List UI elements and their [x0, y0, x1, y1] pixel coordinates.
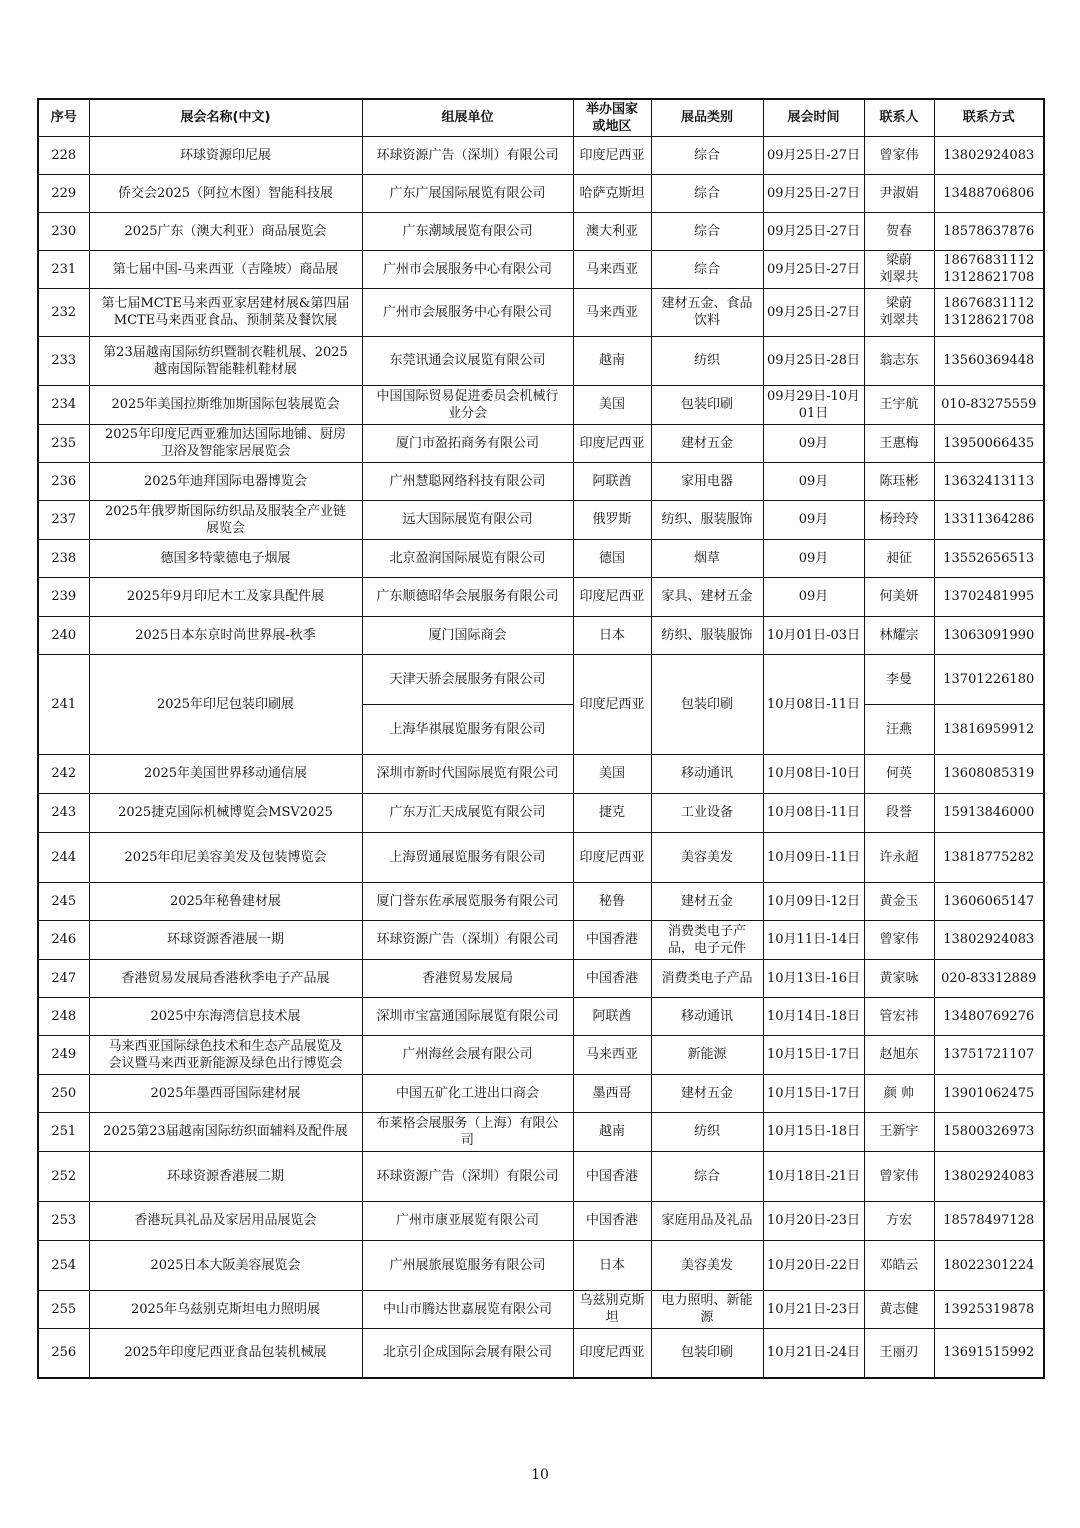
cell-exhibition-name: 2025日本大阪美容展览会 — [89, 1240, 362, 1290]
cell-phone: 13488706806 — [934, 174, 1044, 212]
cell-category: 美容美发 — [651, 832, 763, 882]
cell-contact: 王宇航 — [864, 385, 934, 424]
cell-organizer: 广州市会展服务中心有限公司 — [362, 250, 573, 288]
cell-date: 10月18日-21日 — [763, 1151, 864, 1201]
column-header: 展会时间 — [763, 99, 864, 136]
cell-category: 工业设备 — [651, 793, 763, 832]
cell-contact: 方宏 — [864, 1201, 934, 1240]
cell-contact: 颜 帅 — [864, 1074, 934, 1112]
cell-exhibition-name: 侨交会2025（阿拉木图）智能科技展 — [89, 174, 362, 212]
cell-organizer: 厦门国际商会 — [362, 616, 573, 654]
cell-number: 242 — [38, 754, 89, 793]
cell-phone: 13691515992 — [934, 1328, 1044, 1378]
cell-category: 家用电器 — [651, 462, 763, 500]
cell-country: 印度尼西亚 — [573, 424, 651, 462]
cell-organizer: 北京盈润国际展览有限公司 — [362, 539, 573, 577]
cell-number: 251 — [38, 1112, 89, 1151]
cell-category: 新能源 — [651, 1035, 763, 1074]
cell-number: 244 — [38, 832, 89, 882]
cell-date: 10月13日-16日 — [763, 959, 864, 997]
cell-phone: 13901062475 — [934, 1074, 1044, 1112]
cell-date: 10月15日-18日 — [763, 1112, 864, 1151]
column-header: 联系方式 — [934, 99, 1044, 136]
cell-organizer: 上海华祺展览服务有限公司 — [362, 704, 573, 754]
table-row — [38, 500, 1044, 539]
cell-organizer: 中山市腾达世嘉展览有限公司 — [362, 1290, 573, 1328]
cell-number: 233 — [38, 336, 89, 385]
column-header: 组展单位 — [362, 99, 573, 136]
cell-date: 10月08日-11日 — [763, 793, 864, 832]
cell-country: 印度尼西亚 — [573, 654, 651, 754]
cell-date: 10月20日-22日 — [763, 1240, 864, 1290]
cell-country: 越南 — [573, 336, 651, 385]
column-header: 联系人 — [864, 99, 934, 136]
table-row — [38, 754, 1044, 793]
cell-category: 纺织 — [651, 1112, 763, 1151]
cell-contact: 黄志健 — [864, 1290, 934, 1328]
cell-number: 230 — [38, 212, 89, 250]
cell-category: 烟草 — [651, 539, 763, 577]
cell-country: 捷克 — [573, 793, 651, 832]
cell-phone: 13818775282 — [934, 832, 1044, 882]
cell-category: 消费类电子产品 — [651, 959, 763, 997]
cell-exhibition-name: 2025年美国拉斯维加斯国际包装展览会 — [89, 385, 362, 424]
cell-country: 中国香港 — [573, 959, 651, 997]
cell-exhibition-name: 香港玩具礼品及家居用品展览会 — [89, 1201, 362, 1240]
cell-number: 229 — [38, 174, 89, 212]
cell-organizer: 广东广展国际展览有限公司 — [362, 174, 573, 212]
cell-number: 246 — [38, 920, 89, 959]
cell-organizer: 环球资源广告（深圳）有限公司 — [362, 136, 573, 174]
cell-number: 234 — [38, 385, 89, 424]
cell-phone: 18022301224 — [934, 1240, 1044, 1290]
cell-date: 09月25日-27日 — [763, 212, 864, 250]
cell-phone: 13816959912 — [934, 704, 1044, 754]
cell-exhibition-name: 2025日本东京时尚世界展-秋季 — [89, 616, 362, 654]
cell-contact: 翁志东 — [864, 336, 934, 385]
cell-number: 240 — [38, 616, 89, 654]
cell-contact: 管宏祎 — [864, 997, 934, 1035]
cell-category: 综合 — [651, 250, 763, 288]
cell-country: 俄罗斯 — [573, 500, 651, 539]
cell-contact: 曾家伟 — [864, 920, 934, 959]
cell-category: 电力照明、新能 源 — [651, 1290, 763, 1328]
table-row — [38, 1074, 1044, 1112]
cell-country: 秘鲁 — [573, 882, 651, 920]
cell-category: 包装印刷 — [651, 385, 763, 424]
cell-country: 德国 — [573, 539, 651, 577]
cell-category: 建材五金 — [651, 1074, 763, 1112]
cell-country: 美国 — [573, 754, 651, 793]
cell-organizer: 厦门市盈拓商务有限公司 — [362, 424, 573, 462]
cell-country: 越南 — [573, 1112, 651, 1151]
cell-number: 252 — [38, 1151, 89, 1201]
cell-date: 10月08日-10日 — [763, 754, 864, 793]
cell-organizer: 深圳市宝富通国际展览有限公司 — [362, 997, 573, 1035]
cell-organizer: 广州海丝会展有限公司 — [362, 1035, 573, 1074]
cell-contact: 黄家咏 — [864, 959, 934, 997]
cell-phone: 18676831112 13128621708 — [934, 288, 1044, 336]
cell-exhibition-name: 环球资源香港展二期 — [89, 1151, 362, 1201]
cell-exhibition-name: 马来西亚国际绿色技术和生态产品展览及 会议暨马来西亚新能源及绿色出行博览会 — [89, 1035, 362, 1074]
cell-date: 09月25日-27日 — [763, 250, 864, 288]
cell-date: 10月14日-18日 — [763, 997, 864, 1035]
cell-date: 10月20日-23日 — [763, 1201, 864, 1240]
cell-organizer: 中国国际贸易促进委员会机械行 业分会 — [362, 385, 573, 424]
cell-date: 09月 — [763, 462, 864, 500]
cell-contact: 曾家伟 — [864, 136, 934, 174]
cell-contact: 黄金玉 — [864, 882, 934, 920]
cell-organizer: 广州市会展服务中心有限公司 — [362, 288, 573, 336]
cell-date: 09月 — [763, 424, 864, 462]
table-body — [38, 136, 1044, 1378]
cell-number: 250 — [38, 1074, 89, 1112]
cell-exhibition-name: 2025中东海湾信息技术展 — [89, 997, 362, 1035]
cell-phone: 13701226180 — [934, 654, 1044, 704]
table-row — [38, 793, 1044, 832]
cell-date: 09月25日-27日 — [763, 174, 864, 212]
cell-number: 239 — [38, 577, 89, 616]
cell-date: 10月09日-11日 — [763, 832, 864, 882]
cell-date: 10月15日-17日 — [763, 1074, 864, 1112]
cell-date: 09月 — [763, 539, 864, 577]
cell-organizer: 广州展旅展览服务有限公司 — [362, 1240, 573, 1290]
cell-exhibition-name: 2025年美国世界移动通信展 — [89, 754, 362, 793]
cell-category: 美容美发 — [651, 1240, 763, 1290]
table-row — [38, 1290, 1044, 1328]
cell-phone: 13802924083 — [934, 920, 1044, 959]
cell-phone: 13552656513 — [934, 539, 1044, 577]
cell-country: 日本 — [573, 616, 651, 654]
cell-category: 建材五金 — [651, 424, 763, 462]
cell-contact: 汪燕 — [864, 704, 934, 754]
cell-number: 249 — [38, 1035, 89, 1074]
cell-date: 10月08日-11日 — [763, 654, 864, 754]
cell-organizer: 广东顺德昭华会展服务有限公司 — [362, 577, 573, 616]
table-row — [38, 539, 1044, 577]
cell-category: 纺织、服装服饰 — [651, 500, 763, 539]
cell-exhibition-name: 环球资源香港展一期 — [89, 920, 362, 959]
table-row — [38, 1151, 1044, 1201]
cell-contact: 梁蔚 刘翠共 — [864, 288, 934, 336]
cell-contact: 何英 — [864, 754, 934, 793]
table-header-row — [38, 99, 1044, 136]
cell-exhibition-name: 2025年秘鲁建材展 — [89, 882, 362, 920]
cell-exhibition-name: 2025第23届越南国际纺织面辅料及配件展 — [89, 1112, 362, 1151]
cell-date: 10月15日-17日 — [763, 1035, 864, 1074]
table-row — [38, 997, 1044, 1035]
cell-country: 日本 — [573, 1240, 651, 1290]
table-row — [38, 654, 1044, 704]
cell-date: 10月11日-14日 — [763, 920, 864, 959]
cell-category: 综合 — [651, 136, 763, 174]
cell-date: 10月01日-03日 — [763, 616, 864, 654]
cell-contact: 曾家伟 — [864, 1151, 934, 1201]
cell-exhibition-name: 香港贸易发展局香港秋季电子产品展 — [89, 959, 362, 997]
cell-country: 印度尼西亚 — [573, 577, 651, 616]
cell-phone: 13632413113 — [934, 462, 1044, 500]
cell-number: 248 — [38, 997, 89, 1035]
cell-date: 10月09日-12日 — [763, 882, 864, 920]
cell-contact: 尹淑娟 — [864, 174, 934, 212]
cell-phone: 13950066435 — [934, 424, 1044, 462]
cell-exhibition-name: 第七届中国-马来西亚（吉隆坡）商品展 — [89, 250, 362, 288]
cell-country: 中国香港 — [573, 1201, 651, 1240]
table-row — [38, 1328, 1044, 1378]
cell-phone: 13751721107 — [934, 1035, 1044, 1074]
cell-date: 09月25日-27日 — [763, 136, 864, 174]
cell-number: 241 — [38, 654, 89, 754]
cell-country: 印度尼西亚 — [573, 1328, 651, 1378]
cell-date: 09月25日-27日 — [763, 288, 864, 336]
cell-organizer: 北京引企成国际会展有限公司 — [362, 1328, 573, 1378]
column-header: 序号 — [38, 99, 89, 136]
cell-date: 09月 — [763, 577, 864, 616]
cell-category: 综合 — [651, 174, 763, 212]
cell-date: 09月25日-28日 — [763, 336, 864, 385]
cell-organizer: 深圳市新时代国际展览有限公司 — [362, 754, 573, 793]
cell-number: 256 — [38, 1328, 89, 1378]
cell-phone: 13802924083 — [934, 136, 1044, 174]
cell-contact: 赵旭东 — [864, 1035, 934, 1074]
cell-contact: 贺春 — [864, 212, 934, 250]
cell-country: 印度尼西亚 — [573, 832, 651, 882]
cell-number: 238 — [38, 539, 89, 577]
cell-date: 09月 — [763, 500, 864, 539]
cell-date: 10月21日-23日 — [763, 1290, 864, 1328]
cell-exhibition-name: 德国多特蒙德电子烟展 — [89, 539, 362, 577]
cell-organizer: 远大国际展览有限公司 — [362, 500, 573, 539]
cell-organizer: 广东潮域展览有限公司 — [362, 212, 573, 250]
exhibition-table — [37, 98, 1045, 1379]
cell-contact: 梁蔚 刘翠共 — [864, 250, 934, 288]
cell-category: 纺织 — [651, 336, 763, 385]
cell-phone: 020-83312889 — [934, 959, 1044, 997]
table-row — [38, 1035, 1044, 1074]
cell-country: 阿联酋 — [573, 462, 651, 500]
cell-phone: 13311364286 — [934, 500, 1044, 539]
cell-exhibition-name: 2025年9月印尼木工及家具配件展 — [89, 577, 362, 616]
cell-exhibition-name: 2025广东（澳大利亚）商品展览会 — [89, 212, 362, 250]
cell-category: 综合 — [651, 1151, 763, 1201]
cell-phone: 010-83275559 — [934, 385, 1044, 424]
cell-phone: 13560369448 — [934, 336, 1044, 385]
cell-country: 墨西哥 — [573, 1074, 651, 1112]
cell-exhibition-name: 2025年迪拜国际电器博览会 — [89, 462, 362, 500]
cell-number: 228 — [38, 136, 89, 174]
cell-organizer: 东莞讯通会议展览有限公司 — [362, 336, 573, 385]
cell-phone: 13702481995 — [934, 577, 1044, 616]
cell-contact: 杨玲玲 — [864, 500, 934, 539]
cell-phone: 18578497128 — [934, 1201, 1044, 1240]
cell-category: 建材五金 — [651, 882, 763, 920]
cell-organizer: 广东万汇天成展览有限公司 — [362, 793, 573, 832]
table-row — [38, 212, 1044, 250]
table-row — [38, 959, 1044, 997]
table-row — [38, 385, 1044, 424]
table-row — [38, 174, 1044, 212]
cell-category: 建材五金、食品 饮料 — [651, 288, 763, 336]
cell-exhibition-name: 第七届MCTE马来西亚家居建材展&第四届 MCTE马来西亚食品、预制菜及餐饮展 — [89, 288, 362, 336]
cell-date: 09月29日-10月 01日 — [763, 385, 864, 424]
cell-number: 235 — [38, 424, 89, 462]
cell-category: 移动通讯 — [651, 997, 763, 1035]
cell-exhibition-name: 2025年印度尼西亚雅加达国际地铺、厨房 卫浴及智能家居展览会 — [89, 424, 362, 462]
cell-organizer: 天津天骄会展服务有限公司 — [362, 654, 573, 704]
cell-country: 印度尼西亚 — [573, 136, 651, 174]
cell-exhibition-name: 2025捷克国际机械博览会MSV2025 — [89, 793, 362, 832]
table-row — [38, 288, 1044, 336]
cell-country: 乌兹别克斯 坦 — [573, 1290, 651, 1328]
cell-exhibition-name: 2025年乌兹别克斯坦电力照明展 — [89, 1290, 362, 1328]
cell-organizer: 广州慧聪网络科技有限公司 — [362, 462, 573, 500]
cell-country: 澳大利亚 — [573, 212, 651, 250]
cell-organizer: 上海贸通展览服务有限公司 — [362, 832, 573, 882]
cell-country: 阿联酋 — [573, 997, 651, 1035]
table-row — [38, 920, 1044, 959]
cell-phone: 13608085319 — [934, 754, 1044, 793]
cell-contact: 段誉 — [864, 793, 934, 832]
cell-organizer: 中国五矿化工进出口商会 — [362, 1074, 573, 1112]
cell-phone: 13606065147 — [934, 882, 1044, 920]
cell-country: 马来西亚 — [573, 250, 651, 288]
cell-exhibition-name: 2025年印尼包装印刷展 — [89, 654, 362, 754]
table-row — [38, 616, 1044, 654]
cell-phone: 13480769276 — [934, 997, 1044, 1035]
cell-phone: 18578637876 — [934, 212, 1044, 250]
cell-country: 马来西亚 — [573, 288, 651, 336]
cell-number: 254 — [38, 1240, 89, 1290]
table-row — [38, 462, 1044, 500]
cell-organizer: 广州市康亚展览有限公司 — [362, 1201, 573, 1240]
cell-contact: 邓皓云 — [864, 1240, 934, 1290]
cell-phone: 13802924083 — [934, 1151, 1044, 1201]
cell-phone: 18676831112 13128621708 — [934, 250, 1044, 288]
cell-contact: 陈珏彬 — [864, 462, 934, 500]
table-row — [38, 882, 1044, 920]
cell-contact: 林耀宗 — [864, 616, 934, 654]
cell-contact: 昶征 — [864, 539, 934, 577]
cell-number: 237 — [38, 500, 89, 539]
cell-phone: 15913846000 — [934, 793, 1044, 832]
cell-category: 移动通讯 — [651, 754, 763, 793]
column-header: 展品类别 — [651, 99, 763, 136]
cell-number: 247 — [38, 959, 89, 997]
cell-contact: 王惠梅 — [864, 424, 934, 462]
table-row — [38, 1201, 1044, 1240]
cell-country: 美国 — [573, 385, 651, 424]
table-row — [38, 250, 1044, 288]
table-row — [38, 1240, 1044, 1290]
cell-category: 消费类电子产 品，电子元件 — [651, 920, 763, 959]
table-row — [38, 1112, 1044, 1151]
cell-exhibition-name: 2025年俄罗斯国际纺织品及服装全产业链 展览会 — [89, 500, 362, 539]
cell-country: 中国香港 — [573, 1151, 651, 1201]
cell-phone: 15800326973 — [934, 1112, 1044, 1151]
cell-number: 236 — [38, 462, 89, 500]
cell-exhibition-name: 2025年印度尼西亚食品包装机械展 — [89, 1328, 362, 1378]
cell-number: 231 — [38, 250, 89, 288]
page-number: 10 — [531, 1467, 549, 1483]
cell-contact: 李曼 — [864, 654, 934, 704]
cell-exhibition-name: 环球资源印尼展 — [89, 136, 362, 174]
table-row — [38, 336, 1044, 385]
cell-contact: 王新宇 — [864, 1112, 934, 1151]
cell-category: 包装印刷 — [651, 1328, 763, 1378]
cell-number: 255 — [38, 1290, 89, 1328]
cell-phone: 13063091990 — [934, 616, 1044, 654]
cell-category: 家具、建材五金 — [651, 577, 763, 616]
cell-contact: 何美妍 — [864, 577, 934, 616]
cell-date: 10月21日-24日 — [763, 1328, 864, 1378]
cell-category: 综合 — [651, 212, 763, 250]
table-row — [38, 832, 1044, 882]
cell-number: 243 — [38, 793, 89, 832]
cell-exhibition-name: 2025年墨西哥国际建材展 — [89, 1074, 362, 1112]
cell-organizer: 布莱格会展服务（上海）有限公 司 — [362, 1112, 573, 1151]
cell-number: 232 — [38, 288, 89, 336]
cell-phone: 13925319878 — [934, 1290, 1044, 1328]
cell-exhibition-name: 第23届越南国际纺织暨制衣鞋机展、2025 越南国际智能鞋机鞋材展 — [89, 336, 362, 385]
cell-contact: 王丽刃 — [864, 1328, 934, 1378]
cell-country: 中国香港 — [573, 920, 651, 959]
table-row — [38, 577, 1044, 616]
cell-number: 253 — [38, 1201, 89, 1240]
cell-category: 包装印刷 — [651, 654, 763, 754]
cell-organizer: 环球资源广告（深圳）有限公司 — [362, 920, 573, 959]
cell-number: 245 — [38, 882, 89, 920]
table-row — [38, 424, 1044, 462]
cell-contact: 许永超 — [864, 832, 934, 882]
cell-organizer: 香港贸易发展局 — [362, 959, 573, 997]
column-header: 举办国家 或地区 — [573, 99, 651, 136]
cell-country: 马来西亚 — [573, 1035, 651, 1074]
column-header: 展会名称(中文) — [89, 99, 362, 136]
cell-category: 家庭用品及礼品 — [651, 1201, 763, 1240]
table-row — [38, 136, 1044, 174]
cell-organizer: 环球资源广告（深圳）有限公司 — [362, 1151, 573, 1201]
cell-organizer: 厦门誉东佐承展览服务有限公司 — [362, 882, 573, 920]
cell-country: 哈萨克斯坦 — [573, 174, 651, 212]
cell-exhibition-name: 2025年印尼美容美发及包装博览会 — [89, 832, 362, 882]
cell-category: 纺织、服装服饰 — [651, 616, 763, 654]
